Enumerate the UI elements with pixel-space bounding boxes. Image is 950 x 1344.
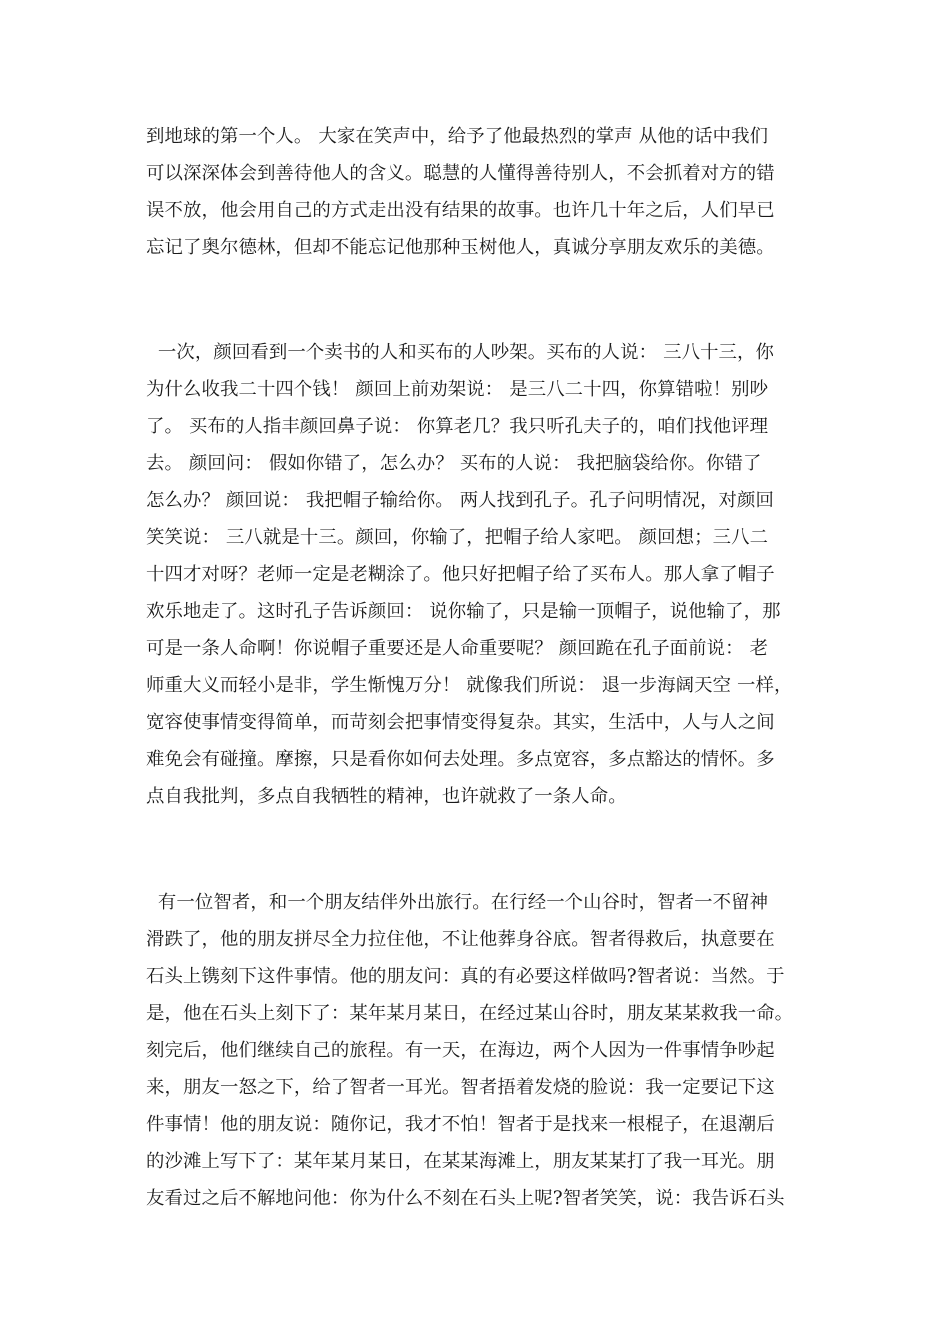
text-line: 了。 买布的人指丰颜回鼻子说： 你算老几？我只听孔夫子的，咱们找他评理 bbox=[146, 416, 769, 437]
paragraph-1 bbox=[146, 118, 836, 266]
text-line: 可是一条人命啊！你说帽子重要还是人命重要呢？ 颜回跪在孔子面前说： 老 bbox=[146, 638, 769, 659]
text-line: 难免会有碰撞。摩擦，只是看你如何去处理。多点宽容，多点豁达的情怀。多 bbox=[146, 749, 775, 770]
text-line: 为什么收我二十四个钱！ 颜回上前劝架说： 是三八二十四，你算错啦！别吵 bbox=[146, 379, 769, 400]
text-line: 笑笑说： 三八就是十三。颜回，你输了，把帽子给人家吧。 颜回想；三八二 bbox=[146, 527, 769, 548]
text-line: 刻完后，他们继续自己的旅程。有一天，在海边，两个人因为一件事情争吵起 bbox=[146, 1040, 775, 1061]
text-line: 石头上镌刻下这件事情。他的朋友问：真的有必要这样做吗?智者说：当然。于 bbox=[146, 966, 785, 987]
text-line: 点自我批判，多点自我牺牲的精神，也许就救了一条人命。 bbox=[146, 786, 627, 807]
text-line: 十四才对呀？老师一定是老糊涂了。他只好把帽子给了买布人。那人拿了帽子 bbox=[146, 564, 775, 585]
text-line: 忘记了奥尔德林，但却不能忘记他那种玉树他人，真诚分享朋友欢乐的美德。 bbox=[146, 237, 775, 258]
text-line: 滑跌了，他的朋友拼尽全力拉住他，不让他葬身谷底。智者得救后，执意要在 bbox=[146, 929, 775, 950]
text-line: 到地球的第一个人。 大家在笑声中，给予了他最热烈的掌声 从他的话中我们 bbox=[146, 126, 769, 147]
text-line: 是，他在石头上刻下了：某年某月某日，在经过某山谷时，朋友某某救我一命。 bbox=[146, 1003, 794, 1024]
text-line: 宽容使事情变得简单，而苛刻会把事情变得复杂。其实，生活中，人与人之间 bbox=[146, 712, 775, 733]
text-line: 件事情！他的朋友说：随你记，我才不怕！智者于是找来一根棍子，在退潮后 bbox=[146, 1114, 775, 1135]
text-line: 欢乐地走了。这时孔子告诉颜回： 说你输了，只是输一顶帽子，说他输了，那 bbox=[146, 601, 781, 622]
text-line: 有一位智者，和一个朋友结伴外出旅行。在行经一个山谷时，智者一不留神 bbox=[146, 892, 769, 913]
text-line: 可以深深体会到善待他人的含义。聪慧的人懂得善待别人，不会抓着对方的错 bbox=[146, 163, 775, 184]
text-line: 去。 颜回问： 假如你错了，怎么办？ 买布的人说： 我把脑袋给你。你错了 bbox=[146, 453, 762, 474]
text-line: 友看过之后不解地问他：你为什么不刻在石头上呢?智者笑笑，说：我告诉石头 bbox=[146, 1188, 785, 1209]
text-line: 来，朋友一怒之下，给了智者一耳光。智者捂着发烧的脸说：我一定要记下这 bbox=[146, 1077, 775, 1098]
text-line: 一次，颜回看到一个卖书的人和买布的人吵架。买布的人说： 三八十三，你 bbox=[146, 342, 775, 363]
text-line: 误不放，他会用自己的方式走出没有结果的故事。也许几十年之后，人们早已 bbox=[146, 200, 775, 221]
text-line: 的沙滩上写下了：某年某月某日，在某某海滩上，朋友某某打了我一耳光。朋 bbox=[146, 1151, 775, 1172]
paragraph-3 bbox=[146, 884, 836, 1217]
text-line: 师重大义而轻小是非，学生惭愧万分！ 就像我们所说： 退一步海阔天空 一样， bbox=[146, 675, 793, 696]
paragraph-2 bbox=[146, 334, 836, 815]
text-line: 怎么办？ 颜回说： 我把帽子输给你。 两人找到孔子。孔子问明情况，对颜回 bbox=[146, 490, 775, 511]
